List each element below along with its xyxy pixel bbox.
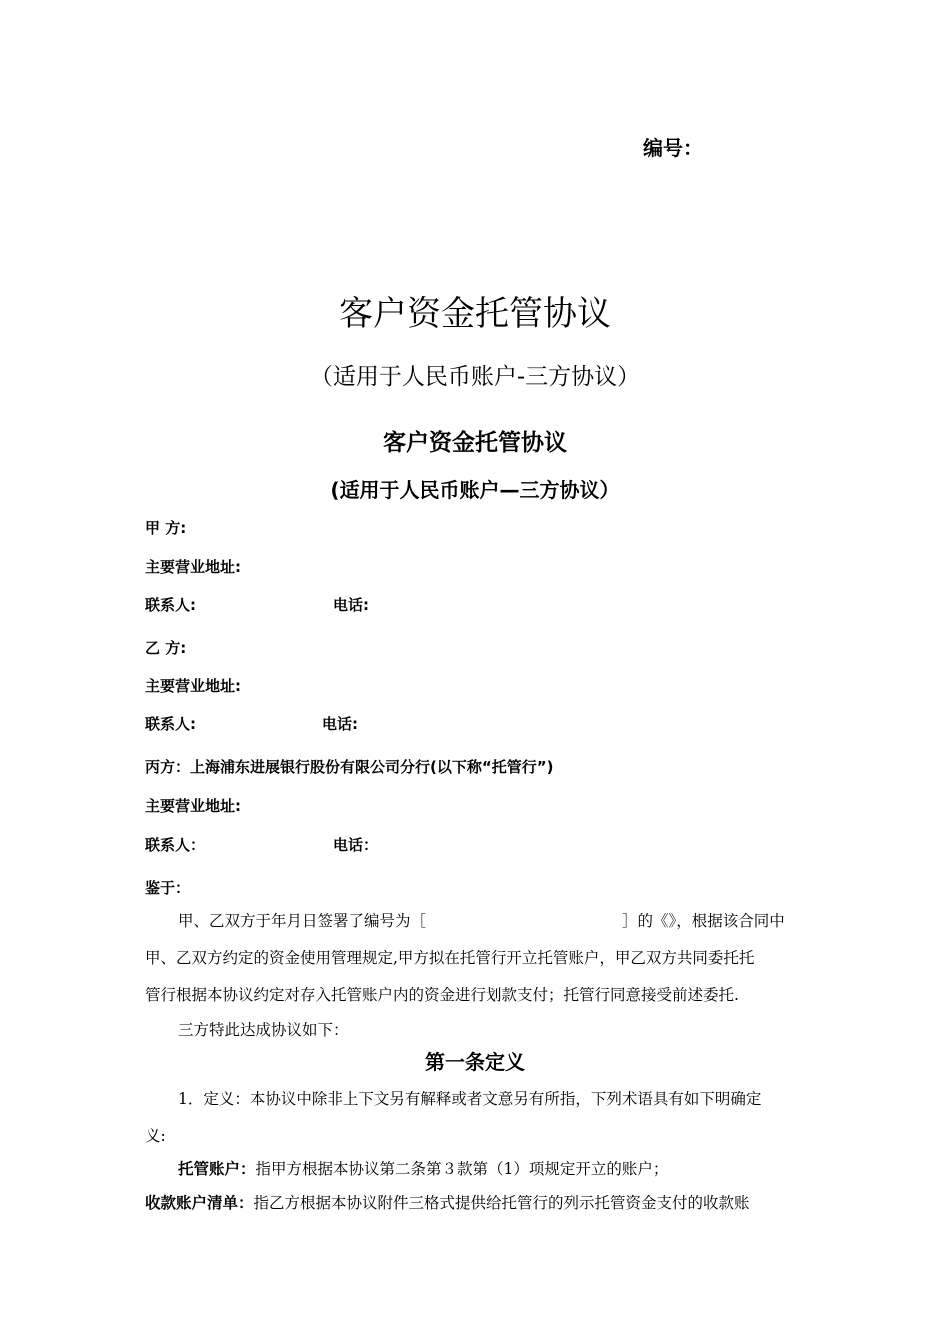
term-payee-account-list [145, 1191, 750, 1213]
party-c-phone-label: 电话： [333, 836, 379, 854]
term-custody-account [178, 1157, 668, 1179]
party-c-contact-label: 联系人： [145, 836, 206, 854]
whereas-para2: 三方特此达成协议如下： [178, 1021, 349, 1039]
whereas-para1-line3: 管行根据本协议约定对存入托管账户内的资金进行划款支付；托管行同意接受前述委托. [145, 986, 739, 1004]
party-a-phone-label: 电话: [333, 596, 369, 614]
article-1-item1-line1: 1．定义：本协议中除非上下文另有解释或者文意另有所指，下列术语具有如下明确定 [178, 1090, 762, 1108]
term-payee-account-list-label: 收款账户清单： [145, 1194, 254, 1212]
serial-number-label: 编号： [643, 136, 703, 160]
whereas-label: 鉴于： [145, 879, 191, 897]
party-a-address-label: 主要营业地址: [145, 558, 241, 576]
party-b-label: 乙 方: [145, 639, 187, 657]
party-c-address-label: 主要营业地址: [145, 797, 241, 815]
term-payee-account-list-text: 指乙方根据本协议附件三格式提供给托管行的列示托管资金支付的收款账 [253, 1194, 750, 1212]
whereas-para1-line1-start: 甲、乙双方于年月日签署了编号为［ [178, 912, 427, 930]
party-a-contact-label: 联系人: [145, 596, 196, 614]
article-1-item1-line2: 义: [145, 1127, 166, 1145]
document-title: 客户资金托管协议 [339, 294, 611, 334]
agreement-title: 客户资金托管协议 [383, 430, 567, 456]
party-a-label: 甲 方: [145, 519, 187, 537]
party-b-phone-label: 电话: [322, 715, 358, 733]
whereas-para1-line2: 甲、乙双方约定的资金使用管理规定,甲方拟在托管行开立托管账户，甲乙双方共同委托托 [145, 949, 755, 967]
party-b-contact-label: 联系人: [145, 715, 196, 733]
article-1-heading: 第一条定义 [425, 1050, 525, 1074]
term-custody-account-text: 指甲方根据本协议第二条第３款第（1）项规定开立的账户； [255, 1160, 669, 1178]
term-custody-account-label: 托管账户： [178, 1160, 256, 1178]
party-c-label: 丙方：上海浦东进展银行股份有限公司分行(以下称“托管行”) [145, 758, 554, 776]
whereas-para1-line1-end: ］的《》，根据该合同中 [622, 912, 785, 930]
document-subtitle: （适用于人民币账户-三方协议） [309, 364, 641, 390]
party-b-address-label: 主要营业地址: [145, 677, 241, 695]
agreement-subtitle: (适用于人民币账户—三方协议） [330, 478, 620, 502]
